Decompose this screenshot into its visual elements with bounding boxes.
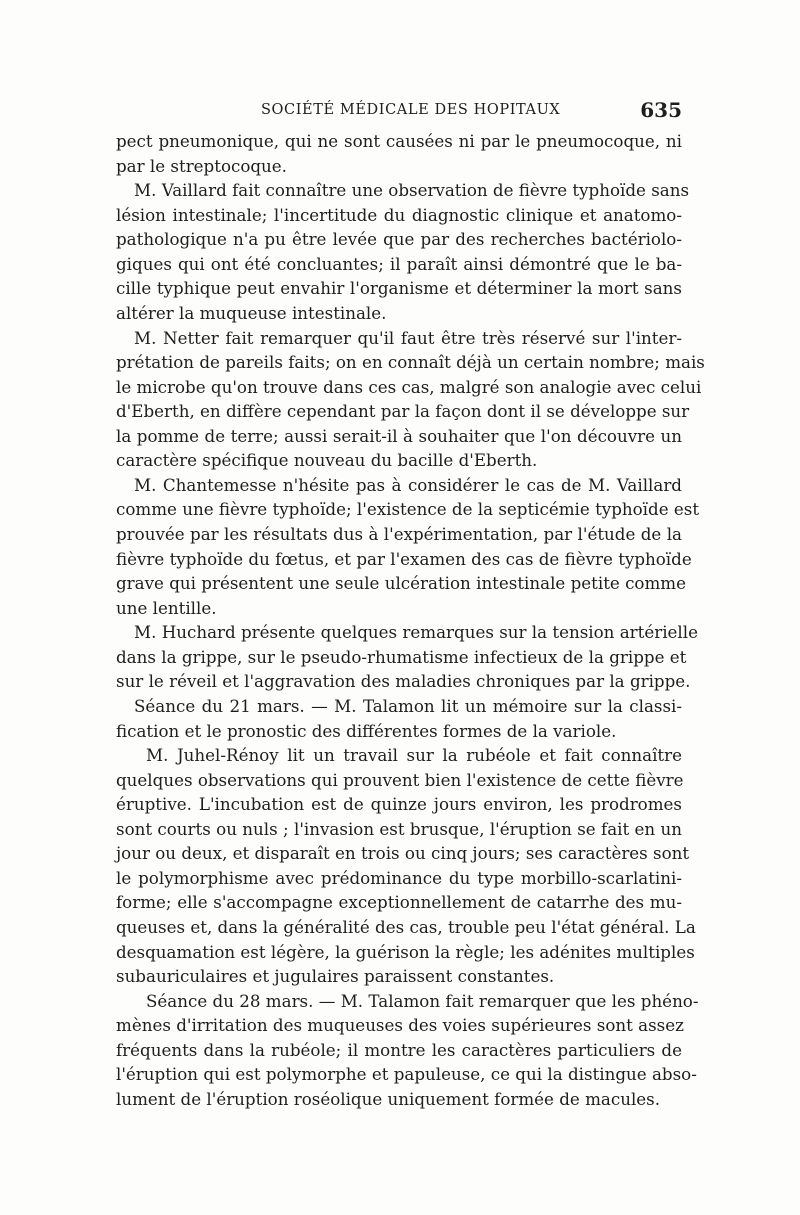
- text-line: grave qui présentent une seule ulcération intestinale petite comme: [116, 573, 686, 594]
- text-line: M. Netter fait remarquer qu'il faut être très réservé sur l'inter-: [134, 327, 682, 348]
- text-line: éruptive. L'incubation est de quinze jours environ, les prodromes: [116, 794, 682, 815]
- text-line: l'éruption qui est polymorphe et papuleuse, ce qui la distingue abso-: [116, 1064, 697, 1085]
- text-line: altérer la muqueuse intestinale.: [116, 302, 387, 323]
- text-line: fication et le pronostic des différentes formes de la variole.: [116, 720, 617, 741]
- text-line: sont courts ou nuls ; l'invasion est brusque, l'éruption se fait en un: [116, 818, 682, 839]
- text-line: fièvre typhoïde du fœtus, et par l'examen des cas de fièvre typhoïde: [116, 548, 692, 569]
- text-line: caractère spécifique nouveau du bacille d'Eberth.: [116, 450, 538, 471]
- text-line: comme une fièvre typhoïde; l'existence de la septicémie typhoïde est: [116, 499, 700, 520]
- text-line: queuses et, dans la généralité des cas, trouble peu l'état général. La: [116, 917, 696, 937]
- text-line: quelques observations qui prouvent bien l'existence de cette fièvre: [116, 769, 684, 790]
- text-line: mènes d'irritation des muqueuses des voies supérieures sont assez: [116, 1015, 684, 1036]
- text-line: M. Chantemesse n'hésite pas à considérer le cas de M. Vaillard: [134, 474, 682, 495]
- text-line: M. Vaillard fait connaître une observation de fièvre typhoïde sans: [134, 180, 690, 201]
- text-line: lument de l'éruption roséolique uniquement formée de macules.: [116, 1088, 661, 1109]
- text-line: forme; elle s'accompagne exceptionnellement de catarrhe des mu-: [116, 892, 682, 913]
- text-line: sur le réveil et l'aggravation des maladies chroniques par la grippe.: [116, 671, 691, 692]
- text-line: M. Juhel-Rénoy lit un travail sur la rubéole et fait connaître: [146, 745, 682, 766]
- text-line: Séance du 21 mars. — M. Talamon lit un mémoire sur la classi-: [134, 695, 682, 716]
- text-line: lésion intestinale; l'incertitude du diagnostic clinique et anatomo-: [116, 204, 682, 225]
- text-line: fréquents dans la rubéole; il montre les caractères particuliers de: [116, 1039, 682, 1060]
- body-text: [116, 129, 705, 1112]
- text-line: le microbe qu'on trouve dans ces cas, malgré son analogie avec celui: [116, 376, 702, 397]
- running-head: [116, 98, 682, 128]
- text-line: M. Huchard présente quelques remarques sur la tension artérielle: [134, 622, 698, 643]
- text-line: la pomme de terre; aussi serait-il à souhaiter que l'on découvre un: [116, 425, 682, 446]
- text-line: giques qui ont été concluantes; il paraît ainsi démontré que le ba-: [116, 253, 682, 274]
- text-line: une lentille.: [116, 597, 217, 618]
- text-line: subauriculaires et jugulaires paraissent constantes.: [116, 966, 555, 987]
- text-line: pect pneumonique, qui ne sont causées ni par le pneumocoque, ni: [116, 131, 682, 151]
- text-line: cille typhique peut envahir l'organisme et déterminer la mort sans: [116, 278, 682, 299]
- text-line: prétation de pareils faits; on en connaît déjà un certain nombre; mais: [116, 352, 705, 373]
- text-line: d'Eberth, en diffère cependant par la façon dont il se développe sur: [116, 401, 690, 422]
- text-line: le polymorphisme avec prédominance du type morbillo-scarlatini-: [116, 867, 682, 888]
- text-line: desquamation est légère, la guérison la règle; les adénites multiples: [116, 941, 695, 962]
- running-title: SOCIÉTÉ MÉDICALE DES HOPITAUX: [261, 102, 561, 118]
- text-line: prouvée par les résultats dus à l'expérimentation, par l'étude de la: [116, 524, 682, 544]
- text-line: jour ou deux, et disparaît en trois ou cinq jours; ses caractères sont: [116, 843, 690, 864]
- page-number: 635: [640, 98, 682, 122]
- text-line: Séance du 28 mars. — M. Talamon fait remarquer que les phéno-: [146, 990, 699, 1011]
- text-line: dans la grippe, sur le pseudo-rhumatisme infectieux de la grippe et: [116, 646, 687, 667]
- text-line: par le streptocoque.: [116, 155, 287, 176]
- text-line: pathologique n'a pu être levée que par des recherches bactériolo-: [116, 229, 682, 250]
